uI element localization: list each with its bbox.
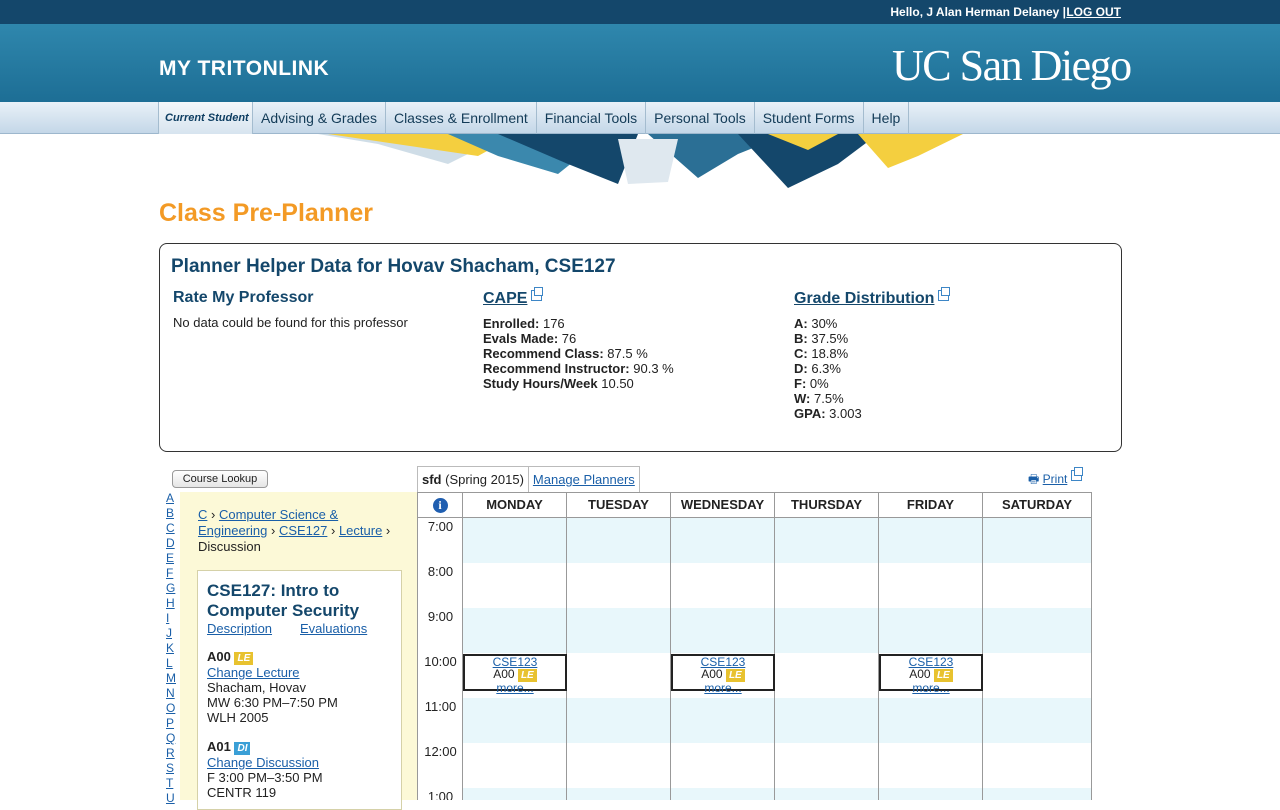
course-card xyxy=(197,570,402,810)
page-title: Class Pre-Planner xyxy=(159,199,373,227)
lecture-badge: LE xyxy=(518,669,537,682)
grade-distribution-link[interactable]: Grade Distribution xyxy=(794,290,935,307)
event-more-link[interactable]: more... xyxy=(496,681,534,695)
grade-stat: F: 0% xyxy=(794,376,829,391)
discussion-badge: DI xyxy=(234,742,250,755)
greeting: Hello, J Alan Herman Delaney | xyxy=(890,5,1066,19)
time-label: 1:00 xyxy=(427,789,454,800)
alphabet-letter-u[interactable]: U xyxy=(166,791,175,805)
day-header-monday: MONDAY xyxy=(463,493,567,518)
brand-title[interactable]: MY TRITONLINK xyxy=(159,57,330,80)
event-section: A00 xyxy=(701,667,723,681)
top-bar xyxy=(0,0,1280,24)
cape-stat: Enrolled: 176 xyxy=(483,316,565,331)
discussion-section xyxy=(207,739,323,800)
cape-stat: Evals Made: 76 xyxy=(483,331,577,346)
class-event-block[interactable] xyxy=(463,654,567,695)
alphabet-letter-q[interactable]: Q xyxy=(166,731,176,745)
alphabet-letter-l[interactable]: L xyxy=(166,656,173,670)
day-header-thursday: THURSDAY xyxy=(775,493,879,518)
cape-stat: Recommend Instructor: 90.3 % xyxy=(483,361,674,376)
time-label: 12:00 xyxy=(424,744,457,759)
change-discussion-link[interactable]: Change Discussion xyxy=(207,755,320,770)
grade-stat: C: 18.8% xyxy=(794,346,849,361)
grade-stat: A: 30% xyxy=(794,316,838,331)
breadcrumb-course[interactable]: CSE127 xyxy=(278,523,328,538)
alphabet-letter-a[interactable]: A xyxy=(166,491,175,505)
lecture-badge: LE xyxy=(234,652,253,665)
alphabet-letter-b[interactable]: B xyxy=(166,506,175,520)
nav-financial-tools[interactable]: Financial Tools xyxy=(537,102,646,134)
university-logo[interactable]: UC San Diego xyxy=(892,41,1131,90)
grade-stat: GPA: 3.003 xyxy=(794,406,862,421)
nav-classes-enrollment[interactable]: Classes & Enrollment xyxy=(386,102,537,134)
event-course-link[interactable]: CSE123 xyxy=(700,655,746,669)
grade-stat: B: 37.5% xyxy=(794,331,849,346)
event-section: A00 xyxy=(493,667,515,681)
alphabet-index xyxy=(166,491,180,806)
alphabet-letter-f[interactable]: F xyxy=(166,566,174,580)
alphabet-letter-m[interactable]: M xyxy=(166,671,176,685)
hour-row xyxy=(463,518,1092,563)
print-link[interactable]: Print xyxy=(1042,472,1068,486)
event-section: A00 xyxy=(909,667,931,681)
class-event-block[interactable] xyxy=(671,654,775,695)
alphabet-letter-o[interactable]: O xyxy=(166,701,176,715)
course-browser-panel xyxy=(180,492,417,800)
alphabet-letter-p[interactable]: P xyxy=(166,716,175,730)
rmp-column xyxy=(173,290,408,330)
alphabet-letter-n[interactable]: N xyxy=(166,686,175,700)
day-header-saturday: SATURDAY xyxy=(983,493,1092,518)
decorative-banner-art xyxy=(318,134,963,188)
section-code: A01 xyxy=(207,739,231,754)
calendar-info xyxy=(418,493,463,518)
printer-icon[interactable]: 🖶 xyxy=(1028,472,1040,486)
logout-link[interactable]: LOG OUT xyxy=(1066,5,1121,19)
discussion-time: F 3:00 PM–3:50 PM xyxy=(207,770,323,785)
lecture-room: WLH 2005 xyxy=(207,710,269,725)
alphabet-letter-d[interactable]: D xyxy=(166,536,175,550)
time-label: 7:00 xyxy=(427,519,454,534)
day-header-wednesday: WEDNESDAY xyxy=(671,493,775,518)
rmp-heading: Rate My Professor xyxy=(173,289,314,306)
external-link-icon[interactable] xyxy=(531,290,542,301)
alphabet-letter-g[interactable]: G xyxy=(166,581,176,595)
time-label: 11:00 xyxy=(424,699,457,714)
alphabet-letter-i[interactable]: I xyxy=(166,611,170,625)
hour-row xyxy=(463,698,1092,743)
rmp-message: No data could be found for this professor xyxy=(173,315,408,330)
banner xyxy=(0,24,1280,102)
nav-personal-tools[interactable]: Personal Tools xyxy=(646,102,755,134)
breadcrumb-lecture[interactable]: Lecture xyxy=(338,523,383,538)
alphabet-letter-r[interactable]: R xyxy=(166,746,175,760)
event-more-link[interactable]: more... xyxy=(912,681,950,695)
nav-advising-grades[interactable]: Advising & Grades xyxy=(253,102,386,134)
breadcrumb: C › Computer Science & Engineering › CSE127 › Lecture › Discussion xyxy=(198,507,391,554)
time-label: 9:00 xyxy=(427,609,454,624)
event-more-link[interactable]: more... xyxy=(704,681,742,695)
alphabet-letter-t[interactable]: T xyxy=(166,776,174,790)
hour-row xyxy=(463,608,1092,653)
hour-row xyxy=(463,788,1092,800)
lecture-badge: LE xyxy=(934,669,953,682)
nav-help[interactable]: Help xyxy=(864,102,910,134)
breadcrumb-current: Discussion xyxy=(198,539,261,554)
cape-column xyxy=(483,290,674,391)
helper-title: Planner Helper Data for Hovav Shacham, CSE127 xyxy=(171,256,616,277)
planner-tab-active[interactable]: sfd (Spring 2015) xyxy=(418,467,529,492)
planner-helper-panel xyxy=(159,243,1122,452)
grade-stat: D: 6.3% xyxy=(794,361,841,376)
day-header-tuesday: TUESDAY xyxy=(567,493,671,518)
grade-distribution-column xyxy=(794,290,949,421)
event-course-link[interactable]: CSE123 xyxy=(908,655,954,669)
info-icon[interactable]: i xyxy=(433,498,448,513)
alphabet-letter-e[interactable]: E xyxy=(166,551,175,565)
main-nav xyxy=(0,102,1280,134)
planner-tabs xyxy=(417,466,640,492)
section-code: A00 xyxy=(207,649,231,664)
alphabet-letter-j[interactable]: J xyxy=(166,626,172,640)
evaluations-link[interactable]: Evaluations xyxy=(300,621,368,636)
instructor: Shacham, Hovav xyxy=(207,680,306,695)
course-lookup-button[interactable]: Course Lookup xyxy=(172,470,268,488)
manage-planners-link[interactable]: Manage Planners xyxy=(532,472,635,487)
time-label: 8:00 xyxy=(427,564,454,579)
day-header-friday: FRIDAY xyxy=(879,493,983,518)
cape-link[interactable]: CAPE xyxy=(483,290,528,307)
external-link-icon[interactable] xyxy=(938,290,949,301)
class-event-block[interactable] xyxy=(879,654,983,695)
event-course-link[interactable]: CSE123 xyxy=(492,655,538,669)
nav-student-forms[interactable]: Student Forms xyxy=(755,102,864,134)
alphabet-letter-h[interactable]: H xyxy=(166,596,175,610)
course-title: CSE127: Intro to Computer Security xyxy=(207,581,360,620)
grade-stat: W: 7.5% xyxy=(794,391,844,406)
cape-stat: Study Hours/Week 10.50 xyxy=(483,376,634,391)
description-link[interactable]: Description xyxy=(207,621,273,636)
time-label: 10:00 xyxy=(424,654,457,669)
lecture-time: MW 6:30 PM–7:50 PM xyxy=(207,695,338,710)
weekly-calendar xyxy=(417,492,1092,800)
external-link-icon[interactable] xyxy=(1071,470,1082,481)
alphabet-letter-s[interactable]: S xyxy=(166,761,175,775)
discussion-room: CENTR 119 xyxy=(207,785,277,800)
cape-stat: Recommend Class: 87.5 % xyxy=(483,346,648,361)
lecture-badge: LE xyxy=(726,669,745,682)
lecture-section xyxy=(207,649,338,725)
breadcrumb-c[interactable]: C xyxy=(198,507,208,522)
nav-current-student[interactable]: Current Student xyxy=(158,102,253,134)
breadcrumb-department[interactable]: Computer Science & Engineering xyxy=(198,507,339,538)
alphabet-letter-c[interactable]: C xyxy=(166,521,175,535)
column-divider xyxy=(1091,518,1092,800)
alphabet-letter-k[interactable]: K xyxy=(166,641,175,655)
print-control[interactable] xyxy=(1028,470,1082,491)
change-lecture-link[interactable]: Change Lecture xyxy=(207,665,300,680)
